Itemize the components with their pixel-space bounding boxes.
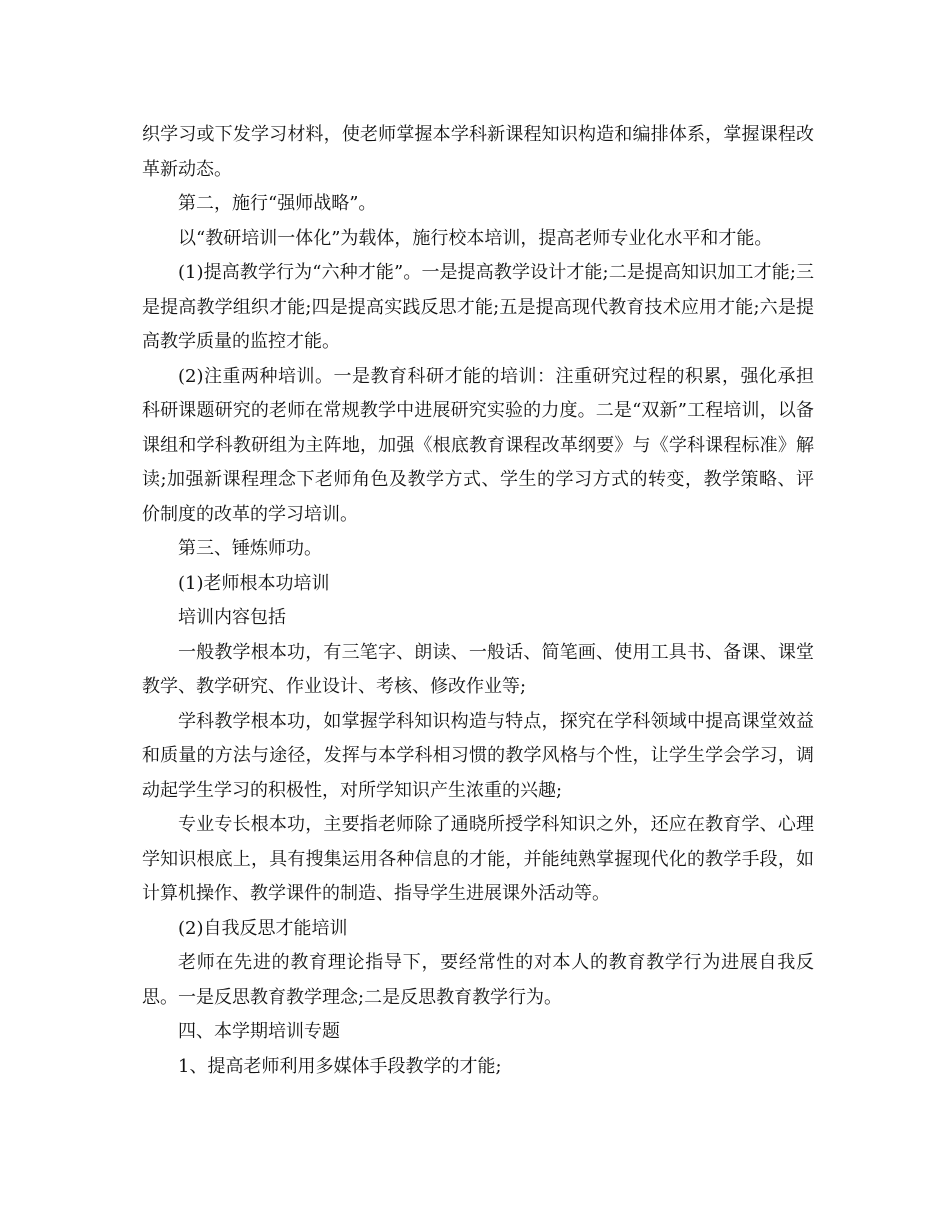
- paragraph-12: (2)自我反思才能培训: [178, 917, 348, 939]
- paragraph-4: (1)提高教学行为“六种才能”。一是提高教学设计才能;二是提高知识加工才能;三是提高教学组织才能;四是提高实践反思才能;五是提高现代教育技术应用才能;六是提高教学质量的监控才能。: [142, 262, 814, 352]
- paragraph-9: 一般教学根本功，有三笔字、朗读、一般话、简笔画、使用工具书、备课、课堂教学、教学研究、作业设计、考核、修改作业等;: [142, 641, 814, 697]
- paragraph-6: 第三、锤炼师功。: [178, 538, 322, 559]
- document-body: [142, 118, 814, 1084]
- paragraph-14: 四、本学期培训专题: [178, 1021, 340, 1042]
- paragraph-15: 1、提高老师利用多媒体手段教学的才能;: [178, 1055, 502, 1077]
- paragraph-10: 学科教学根本功，如掌握学科知识构造与特点，探究在学科领域中提高课堂效益和质量的方法与途径，发挥与本学科相习惯的教学风格与个性，让学生学会学习，调动起学生学习的积极性，对所学知识产生浓重的兴趣;: [142, 710, 814, 801]
- paragraph-7: (1)老师根本功培训: [178, 572, 330, 594]
- paragraph-11: 专业专长根本功，主要指老师除了通晓所授学科知识之外，还应在教育学、心理学知识根底上，具有搜集运用各种信息的才能，并能纯熟掌握现代化的教学手段，如计算机操作、教学课件的制造、指导学生进展课外活动等。: [142, 814, 814, 904]
- paragraph-2: 第二，施行“强师战略”。: [178, 193, 377, 214]
- paragraph-5: (2)注重两种培训。一是教育科研才能的培训：注重研究过程的积累，强化承担科研课题研究的老师在常规教学中进展研究实验的力度。二是“双新”工程培训，以备课组和学科教研组为主阵地，加强《根底教育课程改革纲要》与《学科课程标准》解读;加强新课程理念下老师角色及教学方式、学生的学习方式的转变，教学策略、评价制度的改革的学习培训。: [142, 365, 814, 525]
- paragraph-3: 以“教研培训一体化”为载体，施行校本培训，提高老师专业化水平和才能。: [178, 227, 773, 249]
- paragraph-1: 织学习或下发学习材料，使老师掌握本学科新课程知识构造和编排体系，掌握课程改革新动态。: [142, 124, 814, 180]
- paragraph-8: 培训内容包括: [178, 607, 286, 628]
- paragraph-13: 老师在先进的教育理论指导下，要经常性的对本人的教育教学行为进展自我反思。一是反思教育教学理念;二是反思教育教学行为。: [142, 952, 814, 1008]
